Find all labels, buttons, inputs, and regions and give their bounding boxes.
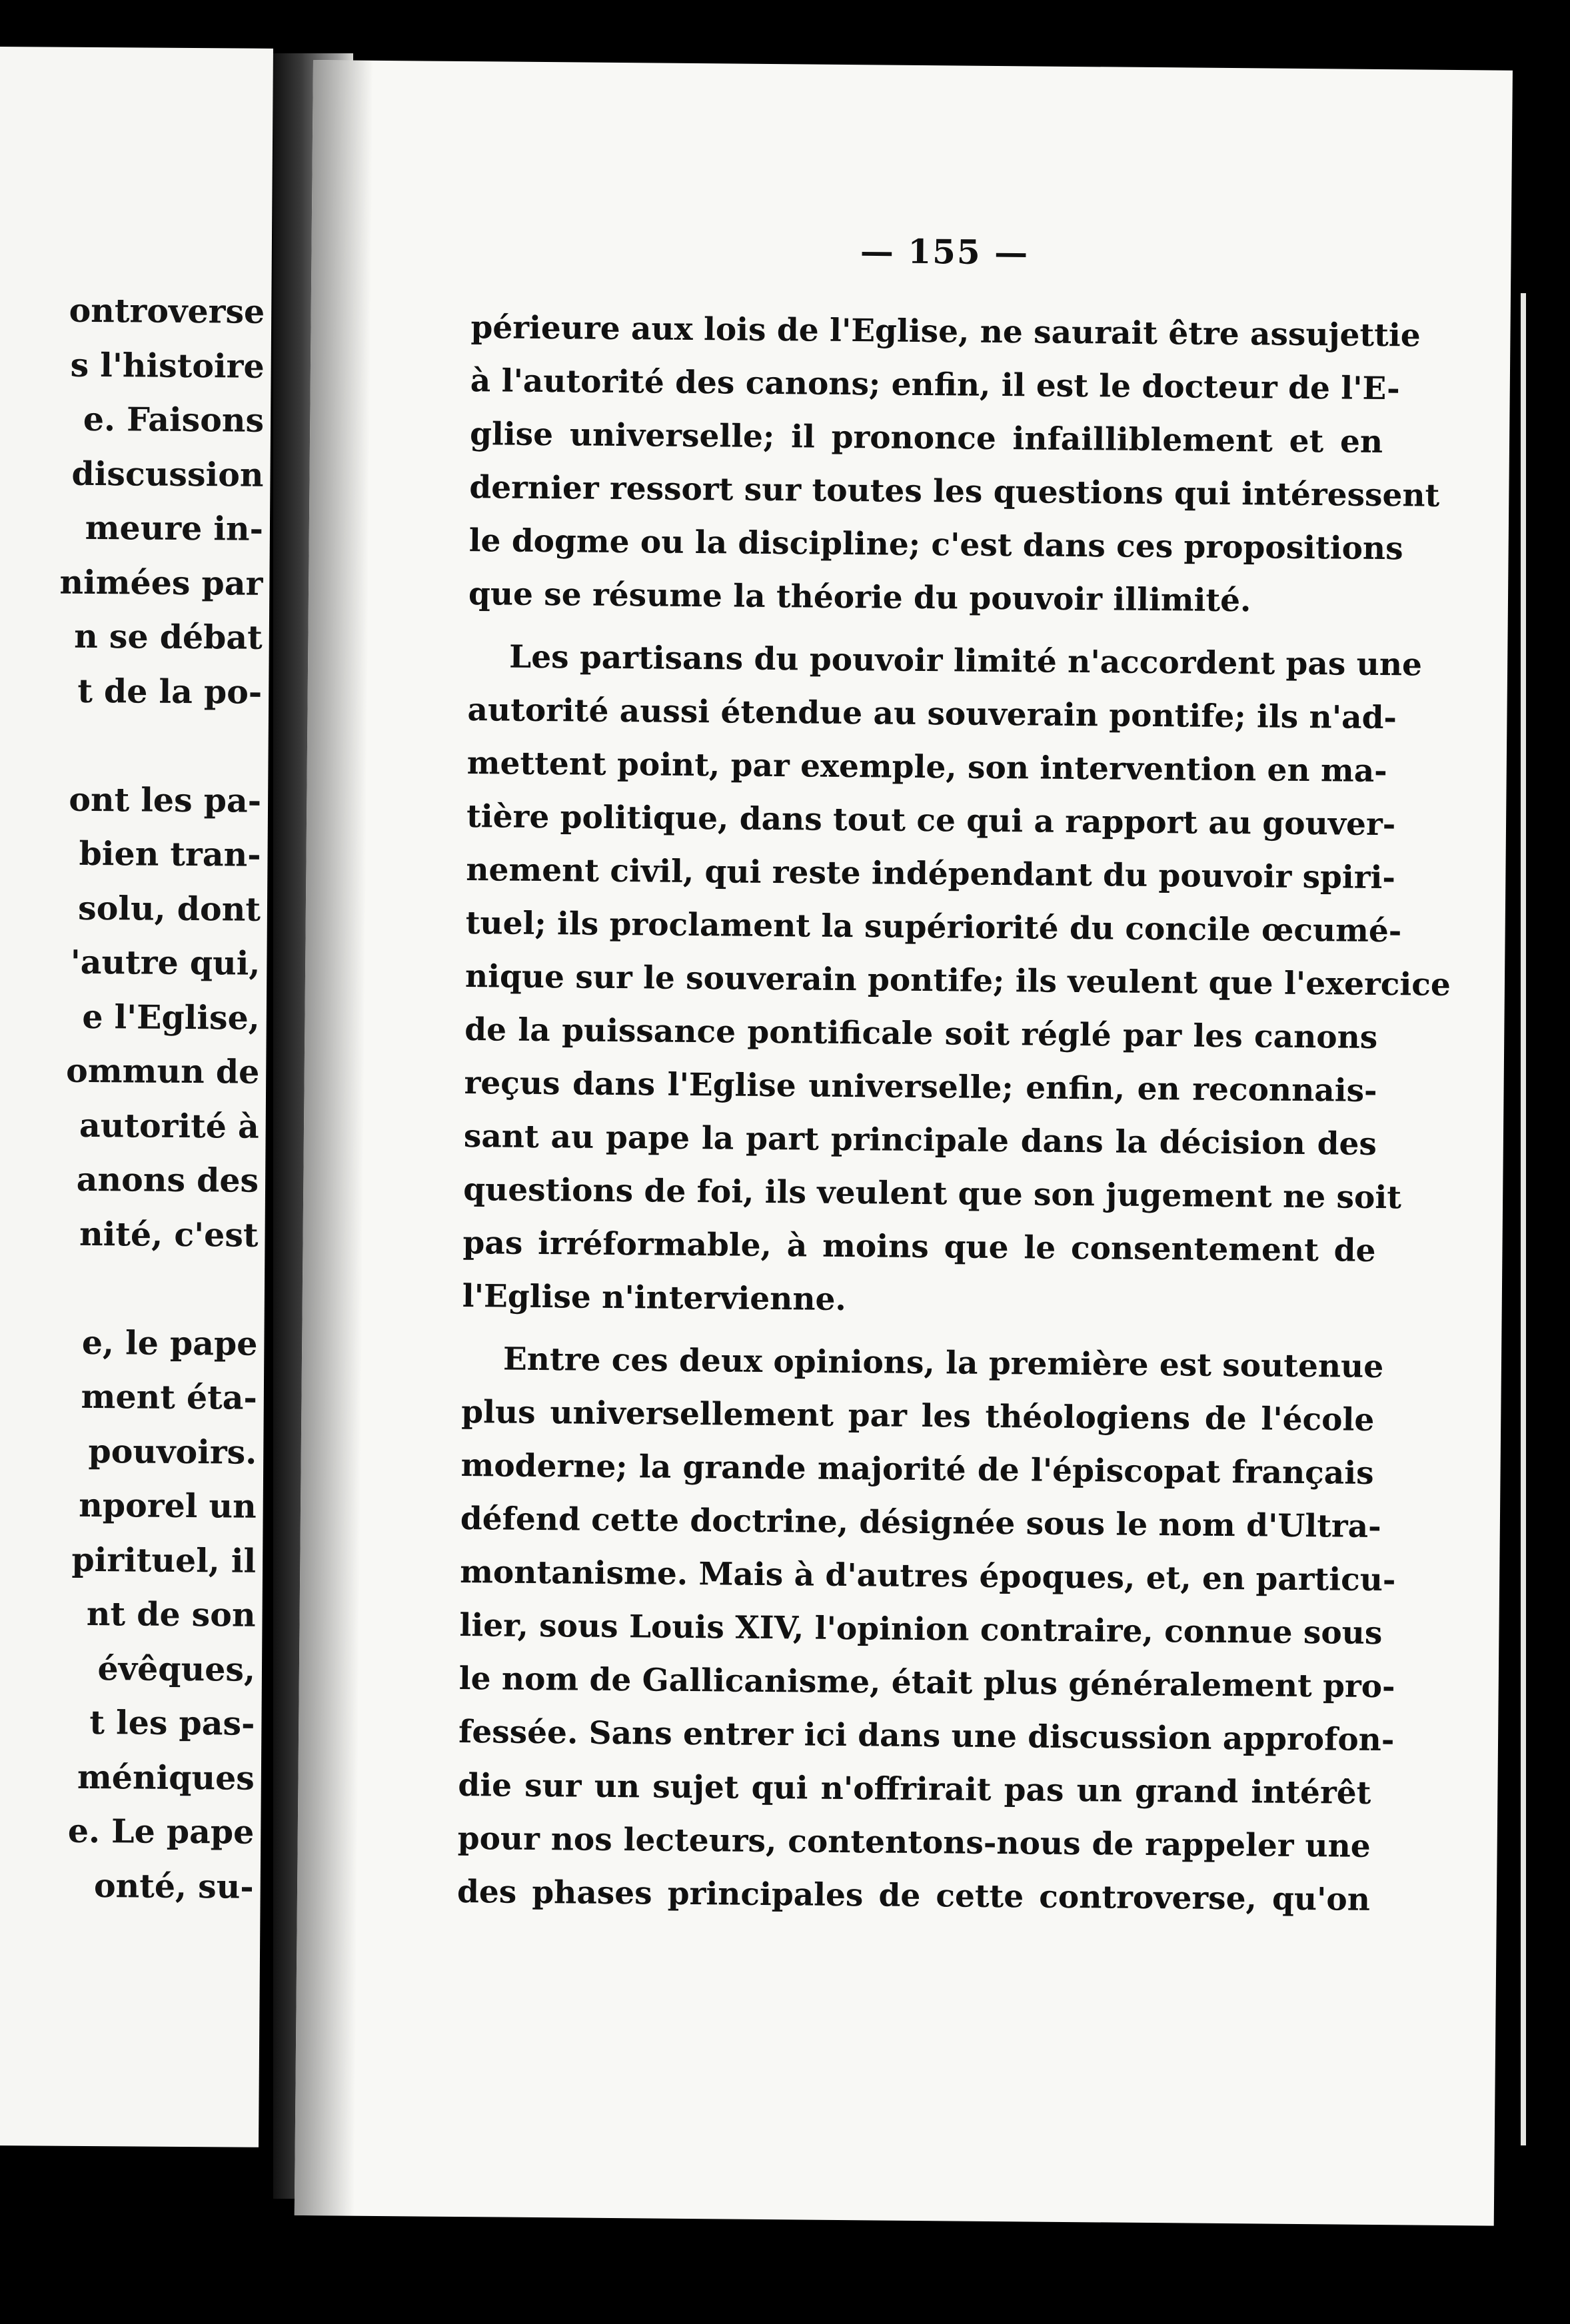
text-line: le nom de Gallicanisme, était plus généralement pro- bbox=[458, 1660, 1395, 1706]
left-line: autorité à bbox=[79, 1105, 259, 1146]
left-line: e. Faisons bbox=[83, 399, 265, 440]
left-line: e l'Eglise, bbox=[82, 997, 261, 1037]
left-line: e. Le pape bbox=[67, 1811, 255, 1852]
left-page-text bbox=[0, 281, 265, 1914]
left-line: ontroverse bbox=[69, 290, 265, 331]
left-line: ment éta- bbox=[81, 1377, 258, 1417]
left-line: pirituel, il bbox=[71, 1540, 257, 1580]
text-line: questions de foi, ils veulent que son jugement ne soit bbox=[462, 1171, 1402, 1217]
text-line: plus universellement par les théologiens de l'école bbox=[461, 1394, 1375, 1439]
text-line: dernier ressort sur toutes les questions qui intéressent bbox=[469, 469, 1440, 514]
text-line: nique sur le souverain pontife; ils veulent que l'exercice bbox=[464, 958, 1451, 1003]
left-line: s l'histoire bbox=[70, 345, 265, 386]
text-line: montanisme. Mais à d'autres époques, et, en particu- bbox=[459, 1554, 1396, 1599]
text-line: die sur un sujet qui n'offrirait pas un grand intérêt bbox=[458, 1766, 1371, 1812]
next-page-edge bbox=[1521, 293, 1526, 2145]
left-line-gap bbox=[0, 715, 262, 774]
text-line: reçus dans l'Eglise universelle; enfin, en reconnais- bbox=[464, 1065, 1377, 1109]
left-page-fragment bbox=[0, 47, 273, 2147]
left-line: évêques, bbox=[97, 1648, 256, 1689]
text-line: des phases principales de cette controverse, qu'on bbox=[456, 1873, 1371, 1918]
left-line: t les pas- bbox=[89, 1703, 255, 1743]
left-line: t de la po- bbox=[77, 671, 263, 712]
left-line: pouvoirs. bbox=[88, 1431, 257, 1472]
left-line: bien tran- bbox=[79, 834, 261, 874]
left-line: onté, su- bbox=[93, 1866, 254, 1906]
text-line: que se résume la théorie du pouvoir illimité. bbox=[468, 576, 1251, 620]
page-number: — 155 — bbox=[860, 231, 1030, 273]
text-line: autorité aussi étendue au souverain pontife; ils n'ad- bbox=[467, 692, 1397, 737]
left-line: ont les pa- bbox=[69, 780, 262, 820]
left-line: méniques bbox=[77, 1757, 255, 1798]
left-line: ommun de bbox=[65, 1051, 260, 1091]
text-line: glise universelle; il prononce infailliblement et en bbox=[469, 416, 1383, 461]
left-line: meure in- bbox=[85, 508, 264, 548]
page-body-text bbox=[456, 301, 1451, 1936]
left-line: nt de son bbox=[86, 1594, 256, 1634]
right-page bbox=[295, 60, 1513, 2226]
text-line: pas irréformable, à moins que le consentement de bbox=[462, 1225, 1376, 1269]
text-line: fessée. Sans entrer ici dans une discussion approfon- bbox=[458, 1714, 1395, 1759]
left-line: discussion bbox=[71, 454, 264, 494]
text-line: tuel; ils proclament la supériorité du concile œcumé- bbox=[465, 905, 1402, 950]
text-line: de la puissance pontificale soit réglé par les canons bbox=[464, 1011, 1378, 1056]
left-line: nimées par bbox=[59, 562, 263, 603]
text-line: tière politique, dans tout ce qui a rapport au gouver- bbox=[466, 798, 1396, 844]
text-line: moderne; la grande majorité de l'épiscopat français bbox=[460, 1447, 1374, 1492]
left-line: n se débat bbox=[74, 616, 263, 657]
left-line: anons des bbox=[76, 1159, 259, 1200]
text-line: mettent point, par exemple, son intervention en ma- bbox=[466, 745, 1387, 790]
text-line: pour nos lecteurs, contentons-nous de rappeler une bbox=[457, 1820, 1371, 1865]
left-line-gap bbox=[0, 1258, 258, 1317]
paragraph bbox=[462, 630, 1451, 1331]
left-line: e, le pape bbox=[81, 1323, 258, 1363]
text-line: l'Eglise n'intervienne. bbox=[462, 1278, 847, 1319]
text-line: sant au pape la part principale dans la décision des bbox=[463, 1118, 1377, 1163]
left-line: nité, c'est bbox=[79, 1214, 259, 1255]
text-line: Entre ces deux opinions, la première est soutenue bbox=[502, 1341, 1384, 1386]
text-line: à l'autorité des canons; enfin, il est le docteur de l'E- bbox=[470, 362, 1400, 408]
text-line: lier, sous Louis XIV, l'opinion contraire, connue sous bbox=[459, 1607, 1383, 1652]
paragraph bbox=[456, 1333, 1396, 1927]
left-line: solu, dont bbox=[77, 888, 261, 929]
text-line: le dogme ou la discipline; c'est dans ces propositions bbox=[468, 522, 1403, 568]
text-line: défend cette doctrine, désignée sous le nom d'Ultra- bbox=[460, 1500, 1381, 1546]
text-line: Les partisans du pouvoir limité n'accordent pas une bbox=[508, 638, 1423, 684]
text-line: nement civil, qui reste indépendant du pouvoir spiri- bbox=[466, 852, 1396, 897]
left-line: nporel un bbox=[79, 1485, 257, 1526]
text-line: périeure aux lois de l'Eglise, ne saurait être assujettie bbox=[470, 309, 1421, 354]
left-line: 'autre qui, bbox=[70, 942, 261, 983]
paragraph bbox=[468, 301, 1440, 629]
